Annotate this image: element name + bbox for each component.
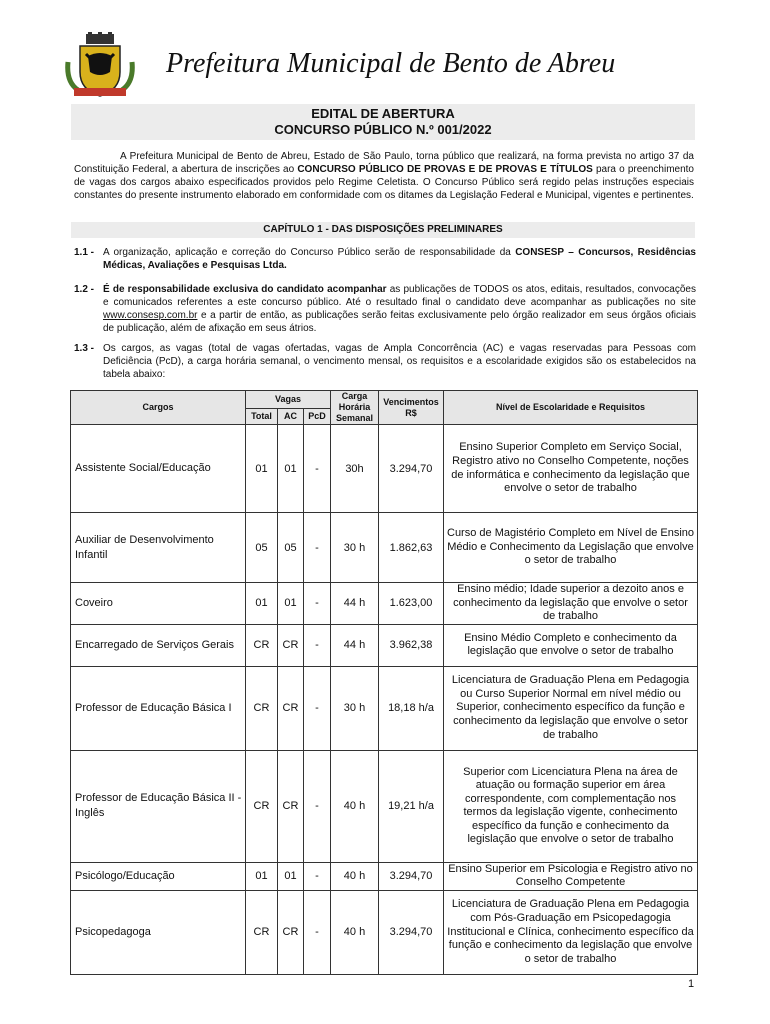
cell-nivel: Ensino Superior Completo em Serviço Social, Registro ativo no Conselho Competente, noções de informática e conhecimento da legislação que envolve o setor de trabalho xyxy=(444,425,698,513)
item-number: 1.1 - xyxy=(74,247,95,258)
cell-total: CR xyxy=(246,624,278,666)
consesp-link[interactable]: www.consesp.com.br xyxy=(103,310,198,321)
cell-cargo: Encarregado de Serviços Gerais xyxy=(71,624,246,666)
header-cargos: Cargos xyxy=(71,391,246,425)
item-text: A organização, aplicação e correção do Concurso Público serão de responsabilidade da xyxy=(103,247,516,258)
item-1-1 xyxy=(74,246,696,272)
cell-carga: 40 h xyxy=(331,862,379,890)
table-row xyxy=(71,666,698,750)
page-header xyxy=(60,28,740,98)
edital-banner xyxy=(71,104,695,140)
table-row xyxy=(71,624,698,666)
item-number: 1.2 - xyxy=(74,284,95,295)
item-bold: É de responsabilidade exclusiva do candidato acompanhar xyxy=(103,284,387,295)
cell-carga: 30 h xyxy=(331,513,379,583)
cell-ac: CR xyxy=(278,624,304,666)
cell-cargo: Professor de Educação Básica II - Inglês xyxy=(71,750,246,862)
cell-nivel: Curso de Magistério Completo em Nível de Ensino Médio e Conhecimento da Legislação que envolve o setor de trabalho xyxy=(444,513,698,583)
cell-carga: 44 h xyxy=(331,624,379,666)
cell-cargo: Professor de Educação Básica I xyxy=(71,666,246,750)
cell-carga: 40 h xyxy=(331,750,379,862)
header-total: Total xyxy=(246,409,278,425)
cell-ac: CR xyxy=(278,890,304,974)
header-carga: Carga Horária Semanal xyxy=(331,391,379,425)
cell-nivel: Superior com Licenciatura Plena na área de atuação ou formação superior em área correspondente, com complementação nos termos da legislação vigente, conhecimento específico da função e conhecimento da legislação que envolve o setor de trabalho xyxy=(444,750,698,862)
cell-pcd: - xyxy=(304,513,331,583)
header-ac: AC xyxy=(278,409,304,425)
cell-total: 01 xyxy=(246,862,278,890)
cell-ac: 01 xyxy=(278,862,304,890)
item-1-2 xyxy=(74,283,696,335)
cell-venc: 3.294,70 xyxy=(379,425,444,513)
cell-pcd: - xyxy=(304,624,331,666)
cell-ac: 01 xyxy=(278,425,304,513)
page-number: 1 xyxy=(688,978,695,990)
table-row xyxy=(71,890,698,974)
table-row xyxy=(71,750,698,862)
item-bold: CONSESP – Concursos, Residências Médicas, Avaliações e Pesquisas Ltda. xyxy=(103,247,696,271)
cell-total: 05 xyxy=(246,513,278,583)
item-text: as publicações de TODOS os atos, editais, resultados, convocações e comunicados referentes a este concurso público. Até o resultado final o candidato deve acompanhar as publicações no site xyxy=(103,284,696,308)
cell-venc: 3.294,70 xyxy=(379,862,444,890)
cell-ac: CR xyxy=(278,666,304,750)
edital-title: EDITAL DE ABERTURA xyxy=(311,106,455,121)
header-vencimentos: Vencimentos R$ xyxy=(379,391,444,425)
cell-nivel: Licenciatura de Graduação Plena em Pedagogia com Pós-Graduação em Psicopedagogia Institucional e Clínica, conhecimento específico da função e conhecimento da legislação que envolve o setor de trabalho xyxy=(444,890,698,974)
cell-ac: CR xyxy=(278,750,304,862)
page-title: Prefeitura Municipal de Bento de Abreu xyxy=(166,48,616,79)
item-text: Os cargos, as vagas (total de vagas ofertadas, vagas de Ampla Concorrência (AC) e vagas reservadas para Pessoas com Deficiência (PcD), a carga horária semanal, o vencimento mensal, os requisitos e a escolaridade exigidos são os estabelecidos na tabela abaixo: xyxy=(103,343,696,380)
cell-nivel: Ensino Superior em Psicologia e Registro ativo no Conselho Competente xyxy=(444,862,698,890)
cell-carga: 44 h xyxy=(331,583,379,625)
cell-cargo: Auxiliar de Desenvolvimento Infantil xyxy=(71,513,246,583)
item-1-3 xyxy=(74,342,696,381)
cell-venc: 3.294,70 xyxy=(379,890,444,974)
cell-total: 01 xyxy=(246,583,278,625)
cell-total: CR xyxy=(246,750,278,862)
table-row xyxy=(71,513,698,583)
item-number: 1.3 - xyxy=(74,343,95,354)
header-pcd: PcD xyxy=(304,409,331,425)
municipal-crest-icon xyxy=(64,32,136,100)
cell-carga: 40 h xyxy=(331,890,379,974)
cell-carga: 30h xyxy=(331,425,379,513)
table-row xyxy=(71,583,698,625)
cell-venc: 1.623,00 xyxy=(379,583,444,625)
cell-ac: 01 xyxy=(278,583,304,625)
header-vagas: Vagas xyxy=(246,391,331,409)
cell-nivel: Ensino médio; Idade superior a dezoito anos e conhecimento da legislação que envolve o setor de trabalho xyxy=(444,583,698,625)
cell-pcd: - xyxy=(304,425,331,513)
cell-cargo: Assistente Social/Educação xyxy=(71,425,246,513)
cell-venc: 3.962,38 xyxy=(379,624,444,666)
cell-pcd: - xyxy=(304,862,331,890)
cell-total: CR xyxy=(246,890,278,974)
cell-cargo: Psicopedagoga xyxy=(71,890,246,974)
cell-pcd: - xyxy=(304,890,331,974)
cell-pcd: - xyxy=(304,750,331,862)
intro-text-1: A Prefeitura Municipal de Bento de Abreu, Estado de São Paulo, torna público que realizará, na forma prevista no artigo 37 da Constituição Federal, a abertura de inscrições ao xyxy=(74,151,694,175)
intro-bold: CONCURSO PÚBLICO DE PROVAS E DE PROVAS E TÍTULOS xyxy=(297,164,593,175)
chapter-heading: CAPÍTULO 1 - DAS DISPOSIÇÕES PRELIMINARES xyxy=(71,222,695,238)
concurso-number: CONCURSO PÚBLICO N.º 001/2022 xyxy=(274,122,492,137)
header-nivel: Nível de Escolaridade e Requisitos xyxy=(444,391,698,425)
cell-ac: 05 xyxy=(278,513,304,583)
cell-nivel: Ensino Médio Completo e conhecimento da legislação que envolve o setor de trabalho xyxy=(444,624,698,666)
intro-paragraph xyxy=(74,150,694,202)
cell-venc: 19,21 h/a xyxy=(379,750,444,862)
cell-venc: 18,18 h/a xyxy=(379,666,444,750)
table-row xyxy=(71,425,698,513)
cell-nivel: Licenciatura de Graduação Plena em Pedagogia ou Curso Superior Normal em nível médio ou Superior, conhecimento específico da função e conhecimento da legislação que envolve o setor de trabalho xyxy=(444,666,698,750)
cell-carga: 30 h xyxy=(331,666,379,750)
cell-total: 01 xyxy=(246,425,278,513)
cell-pcd: - xyxy=(304,583,331,625)
cell-pcd: - xyxy=(304,666,331,750)
cell-total: CR xyxy=(246,666,278,750)
cargos-table xyxy=(70,390,698,975)
table-row xyxy=(71,862,698,890)
item-text-2: e a partir de então, as publicações serão feitas exclusivamente pelo órgão realizador em seus órgãos oficiais de publicação, além de afixação em seus átrios. xyxy=(103,310,696,334)
intro-text-2: para o preenchimento de vagas dos cargos abaixo especificados providos pelo Regime Celetista. O Concurso Público será regido pelas instruções especiais constantes do presente instrumento elaborado em conformidade com os ditames da Legislação Federal e Municipal, vigentes e pertinentes. xyxy=(74,164,694,201)
cell-cargo: Coveiro xyxy=(71,583,246,625)
cell-cargo: Psicólogo/Educação xyxy=(71,862,246,890)
cell-venc: 1.862,63 xyxy=(379,513,444,583)
